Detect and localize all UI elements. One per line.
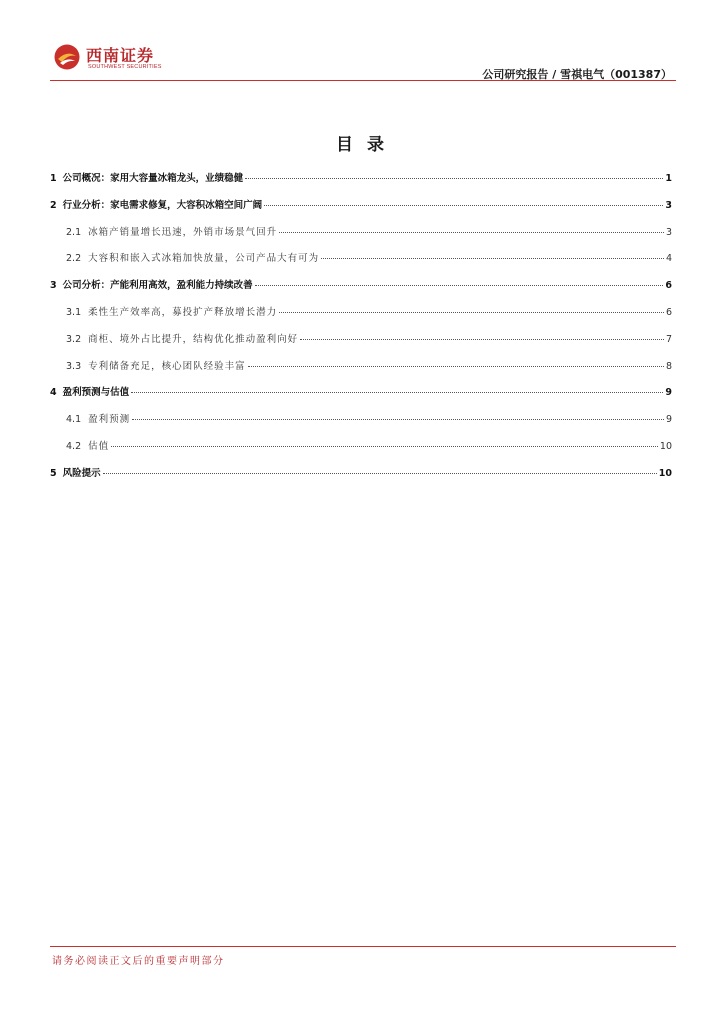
toc-entry-page: 4 [665,253,672,265]
toc-entry-page: 3 [665,226,672,238]
toc-entry-number: 3.3 [66,360,82,372]
brand-name-en: SOUTHWEST SECURITIES [88,64,162,70]
toc-entry[interactable] [50,438,672,459]
toc-entry-title: 盈利预测与估值 [62,387,130,399]
toc-dot-leader [255,285,664,286]
toc-entry-number: 3 [50,280,57,292]
toc-title: 目 录 [336,135,388,155]
toc-entry-title: 公司概况：家用大容量冰箱龙头，业绩稳健 [62,173,244,184]
toc-dot-leader [245,178,663,179]
toc-entry-number: 3.1 [66,306,82,318]
toc-entry-page: 7 [665,333,672,345]
toc-dot-leader [264,205,663,206]
toc-dot-leader [132,419,664,420]
toc-entry-number: 4 [50,387,57,399]
toc-entry-number: 2.2 [66,253,82,265]
toc-entry-page: 1 [665,173,672,184]
toc-entry[interactable] [50,304,672,325]
toc-entry-title: 行业分析：家电需求修复，大容积冰箱空间广阔 [62,199,263,211]
table-of-contents [50,170,672,492]
toc-dot-leader [131,392,663,393]
toc-entry-title: 专利储备充足，核心团队经验丰富 [88,360,246,372]
toc-entry-number: 5 [50,467,57,479]
toc-entry-number: 4.1 [66,414,82,426]
toc-entry-page: 3 [665,199,672,211]
toc-entry-title: 公司分析：产能利用高效，盈利能力持续改善 [62,280,253,292]
toc-entry[interactable] [50,224,672,245]
toc-entry-page: 10 [658,467,672,479]
brand-name-cn: 西南证券 [86,46,155,65]
toc-entry-number: 2.1 [66,226,82,238]
brand-logo [54,40,194,76]
header-divider [50,80,676,81]
toc-entry[interactable] [50,331,672,352]
toc-entry[interactable] [50,465,672,486]
toc-entry-page: 6 [665,280,672,292]
report-label: 公司研究报告 / 雪祺电气（001387） [482,68,672,81]
toc-dot-leader [111,446,658,447]
page-header [50,40,676,82]
toc-entry-title: 风险提示 [62,467,101,479]
toc-entry[interactable] [50,384,672,405]
footer-disclaimer: 请务必阅读正文后的重要声明部分 [52,956,225,967]
toc-entry[interactable] [50,250,672,271]
toc-entry-title: 大容积和嵌入式冰箱加快放量，公司产品大有可为 [88,253,320,265]
toc-entry-page: 6 [665,306,672,318]
toc-dot-leader [248,366,664,367]
toc-entry-number: 2 [50,199,57,211]
toc-dot-leader [279,232,664,233]
toc-dot-leader [279,312,664,313]
toc-entry[interactable] [50,170,672,191]
toc-entry-number: 3.2 [66,333,82,345]
toc-entry-page: 8 [665,360,672,372]
toc-entry[interactable] [50,411,672,432]
toc-entry[interactable] [50,358,672,379]
toc-dot-leader [321,258,664,259]
toc-entry-number: 4.2 [66,440,82,452]
footer-divider [50,946,676,947]
toc-entry-title: 商柜、境外占比提升，结构优化推动盈利向好 [88,333,299,345]
toc-entry[interactable] [50,277,672,298]
toc-entry-number: 1 [50,173,57,184]
toc-entry-title: 冰箱产销量增长迅速，外销市场景气回升 [88,226,278,238]
toc-entry-title: 估值 [88,440,110,452]
toc-entry-title: 柔性生产效率高，募投扩产释放增长潜力 [88,306,278,318]
toc-entry-page: 9 [665,387,672,399]
toc-entry-page: 9 [665,414,672,426]
toc-dot-leader [300,339,664,340]
toc-dot-leader [103,473,657,474]
toc-entry-page: 10 [659,440,672,452]
toc-entry-title: 盈利预测 [88,414,131,426]
brand-logo-icon [54,44,80,70]
toc-entry[interactable] [50,197,672,218]
